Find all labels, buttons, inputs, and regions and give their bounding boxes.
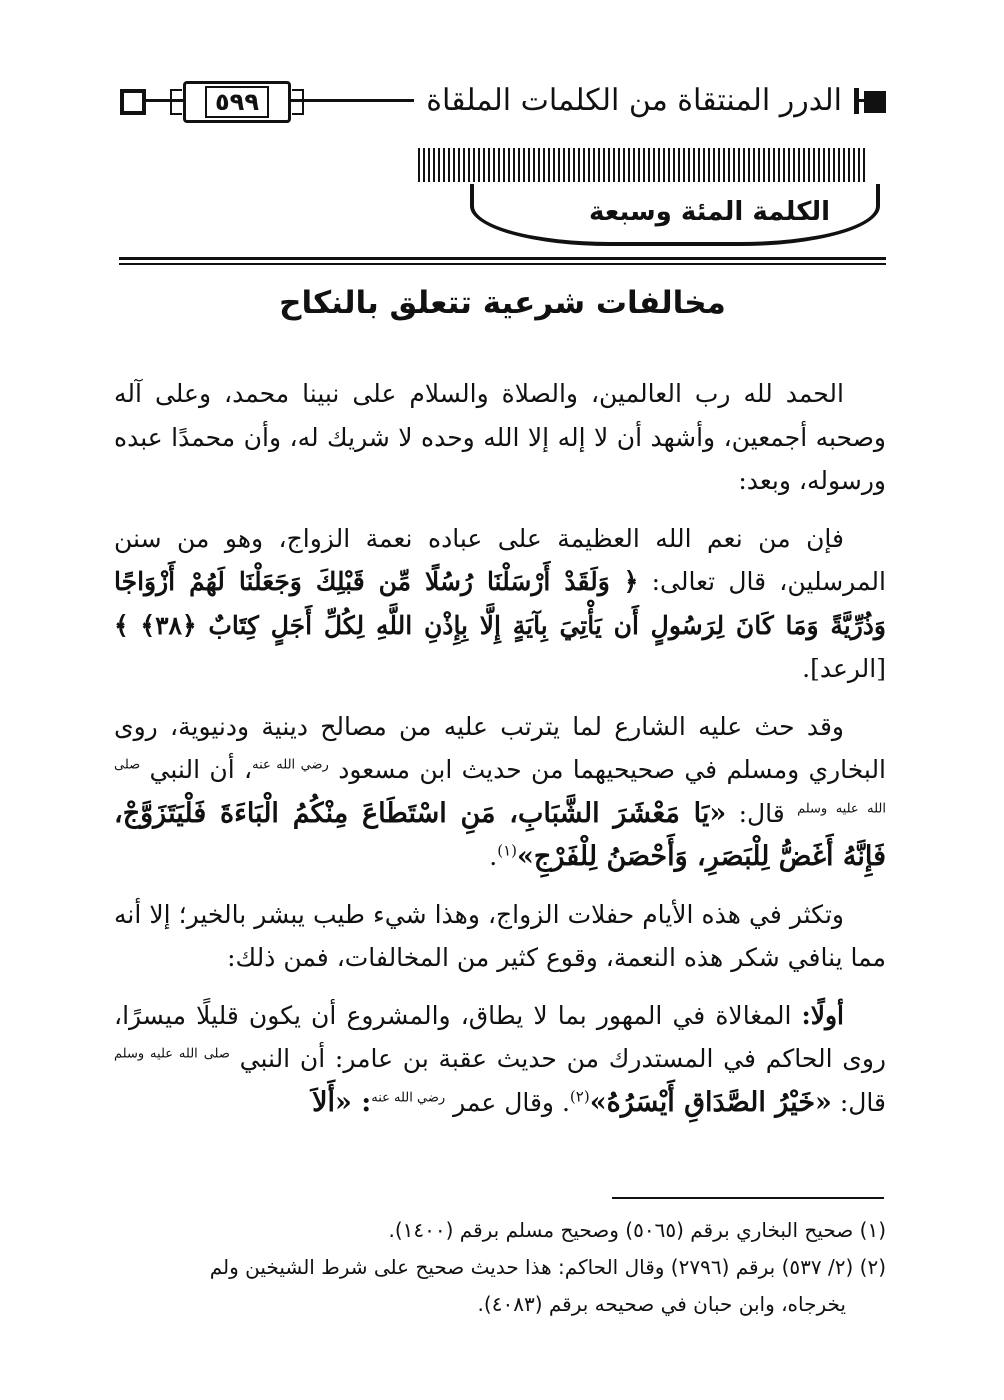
quran-verse: ﴿ وَلَقَدْ أَرْسَلْنَا رُسُلًا مِّن قَبْلِكَ وَجَعَلْنَا لَهُمْ أَزْوَاجًا وَذُرِّيَّةً وَمَا كَانَ لِرَسُولٍ أَن يَأْتِيَ بِآيَةٍ إِلَّا بِإِذْنِ اللَّهِ لِكُلِّ أَجَلٍ كِتَابٌ ﴿٣٨﴾ ﴾ (114, 567, 886, 640)
footnote-ref[interactable]: (٢) (569, 1087, 590, 1106)
honorific-glyph: صلى الله عليه وسلم (114, 757, 886, 817)
paragraph-text: قال: (738, 798, 785, 828)
hadith-quote: «يَا مَعْشَرَ الشَّبَابِ، مَنِ اسْتَطَاعَ مِنْكُمُ الْبَاءَةَ فَلْيَتَزَوَّجْ، فَإِنَّهُ أَغَضُّ لِلْبَصَرِ، وَأَحْصَنُ لِلْفَرْجِ» (114, 797, 886, 872)
footnote-2: (٢) (٢/ ٥٣٧) برقم (٢٧٩٦) وقال الحاكم: هذا حديث صحيح على شرط الشيخين ولم (209, 1255, 886, 1279)
honorific-glyph: صلى الله عليه وسلم (114, 1046, 230, 1062)
paragraph-text: . وقال عمر (453, 1087, 570, 1117)
paragraph-text: ، أن النبي (149, 755, 253, 784)
chapter-label: الكلمة المئة وسبعة (589, 197, 830, 227)
heading-divider (119, 257, 886, 260)
paragraph-hadith (114, 705, 886, 879)
footnote-2-continued: يخرجاه، وابن حبان في صحيحه برقم (٤٠٨٣). (477, 1292, 846, 1316)
hadith-quote: : «أَلاَ (312, 1086, 372, 1118)
footnotes (114, 1212, 886, 1323)
paragraph-marriage-blessing (114, 517, 886, 691)
paragraph-weddings: وتكثر في هذه الأيام حفلات الزواج، وهذا شيء طيب يبشر بالخير؛ إلا أنه مما ينافي شكر هذه النعمة، وقوع كثير من المخالفات، فمن ذلك: (114, 899, 886, 972)
body-text (114, 372, 886, 1138)
page-number-frame (183, 81, 291, 123)
surah-reference: [الرعد]. (802, 654, 886, 683)
footnote-ref[interactable]: (١) (497, 841, 518, 860)
paragraph-text: قال: (839, 1087, 886, 1117)
header-square-ornament (864, 91, 886, 113)
paragraph-text: فإن من نعم الله العظيمة على عباده نعمة الزواج، وهو من سنن المرسلين، قال تعالى: (114, 523, 886, 596)
paragraph-intro: الحمد لله رب العالمين، والصلاة والسلام على نبينا محمد، وعلى آله وصحبه أجمعين، وأشهد أن لا إله إلا الله وحده لا شريك له، وأن محمدًا عبده ورسوله، وبعد: (114, 379, 886, 495)
paragraph-text: وقد حث عليه الشارع لما يترتب عليه من مصالح دينية ودنيوية، روى البخاري ومسلم في صحيحيهما من حديث ابن مسعود (114, 711, 887, 784)
paragraph-text: المغالاة في المهور بما لا يطاق، والمشروع أن يكون قليلًا ميسرًا، روى الحاكم في المستدرك من حديث عقبة بن عامر: أن النبي (114, 1000, 887, 1073)
paragraph-text: . (489, 842, 498, 871)
honorific-glyph: رضي الله عنه (252, 757, 329, 773)
list-marker: أولًا: (801, 1000, 844, 1030)
book-title: الدرر المنتقاة من الكلمات الملقاة (414, 80, 854, 122)
heading-divider-thin (119, 263, 886, 265)
paragraph-dowry (114, 994, 886, 1125)
page-number: ٥٩٩ (205, 86, 269, 118)
badge-hatch-ornament (418, 148, 868, 182)
header-square-ornament-left (120, 89, 146, 115)
hadith-quote: «خَيْرُ الصَّدَاقِ أَيْسَرُهُ» (589, 1086, 832, 1118)
footnote-divider (612, 1197, 884, 1199)
page-title: مخالفات شرعية تتعلق بالنكاح (279, 285, 726, 321)
footnote-1: (١) صحيح البخاري برقم (٥٠٦٥) وصحيح مسلم برقم (١٤٠٠). (388, 1218, 886, 1242)
honorific-glyph: رضي الله عنه (371, 1090, 446, 1106)
